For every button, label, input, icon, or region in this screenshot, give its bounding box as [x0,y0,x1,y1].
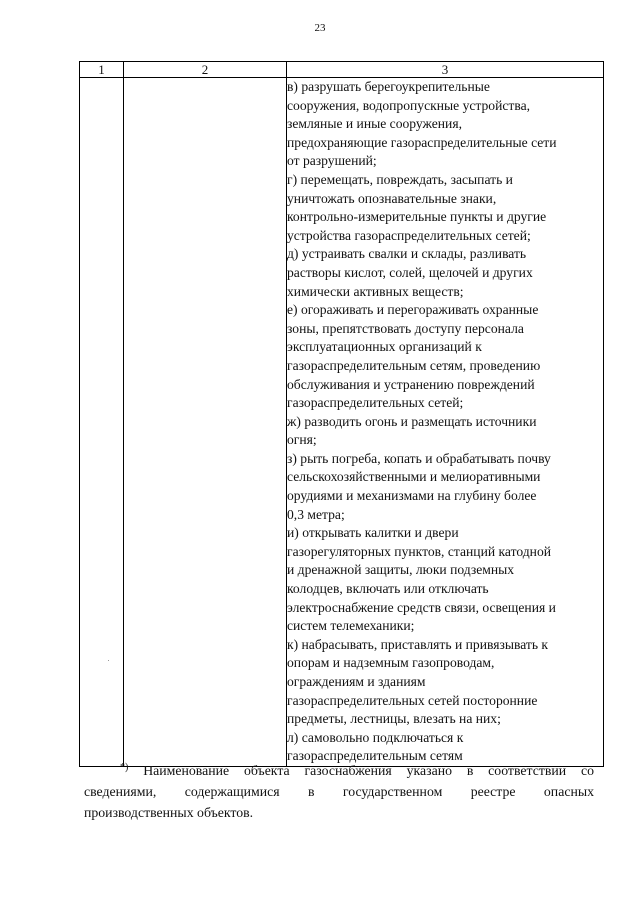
restriction-line: г) перемещать, повреждать, засыпать и [287,171,513,187]
restriction-line: химически активных веществ; [287,283,464,299]
table-row [80,78,604,767]
footnote-marker: *) [120,762,129,773]
restriction-line: огня; [287,432,317,448]
restriction-line: контрольно-измерительные пункты и другие [287,209,547,225]
restriction-line: газораспределительных сетей посторонние [287,692,538,708]
restriction-line: газорегуляторных пунктов, станций катодной [287,543,552,559]
restrictions-list [287,78,603,766]
column-header-1: 1 [80,62,124,78]
restriction-line: устройства газораспределительных сетей; [287,227,531,243]
restriction-line: предметы, лестницы, влезать на них; [287,711,501,727]
restriction-line: и дренажной защиты, люки подземных [287,562,515,578]
restriction-line: зоны, препятствовать доступу персонала [287,320,524,336]
footnote-line-3: производственных объектов. [84,805,254,820]
restriction-line: земляные и иные сооружения, [287,116,462,132]
restriction-line: предохраняющие газораспределительные сети [287,134,557,150]
restriction-line: 0,3 метра; [287,506,345,522]
column-header-3: 3 [287,62,604,78]
column-header-2: 2 [124,62,287,78]
table-header-row [80,62,604,78]
restriction-line: сельскохозяйственными и мелиоративными [287,469,541,485]
footnote-line-1 [84,757,594,781]
restriction-line: растворы кислот, солей, щелочей и других [287,264,533,280]
table-cell-restrictions [287,78,604,767]
restriction-line: д) устраивать свалки и склады, разливать [287,246,527,262]
restriction-line: е) огораживать и перегораживать охранные [287,302,539,318]
restriction-line: газораспределительным сетям [287,748,463,764]
restriction-line: опорам и надземным газопроводам, [287,655,495,671]
restriction-line: и) открывать калитки и двери [287,525,459,541]
restriction-line: уничтожать опознавательные знаки, [287,190,497,206]
restriction-line: сооружения, водопропускные устройства, [287,97,531,113]
restriction-line: ограждениям и зданиям [287,674,426,689]
requirements-table [79,61,604,767]
restriction-line: электроснабжение средств связи, освещения и [287,599,556,615]
page-number: 23 [314,22,326,34]
restriction-line: з) рыть погреба, копать и обрабатывать почву [287,450,551,466]
restriction-line: газораспределительных сетей; [287,395,464,411]
restriction-line: обслуживания и устранению повреждений [287,376,535,392]
footnote [84,757,594,823]
footnote-line-2: сведениями, содержащимися в государственном реестре опасных [84,784,594,799]
restriction-line: к) набрасывать, приставлять и привязывать к [287,636,549,652]
table-cell-col1 [80,78,124,767]
table-cell-col2 [124,78,287,767]
restriction-line: систем телемеханики; [287,618,415,634]
restriction-line: эксплуатационных организаций к [287,339,482,355]
restriction-line: орудиями и механизмами на глубину более [287,488,537,504]
footnote-text-1: Наименование объекта газоснабжения указано в соответствии со [143,763,594,778]
restriction-line: от разрушений; [287,153,377,169]
restriction-line: в) разрушать берегоукрепительные [287,79,490,94]
restriction-line: газораспределительным сетям, проведению [287,357,541,373]
restriction-line: л) самовольно подключаться к [287,729,464,745]
restriction-line: колодцев, включать или отключать [287,581,489,597]
scan-speck [108,660,109,661]
restriction-line: ж) разводить огонь и размещать источники [287,413,537,429]
